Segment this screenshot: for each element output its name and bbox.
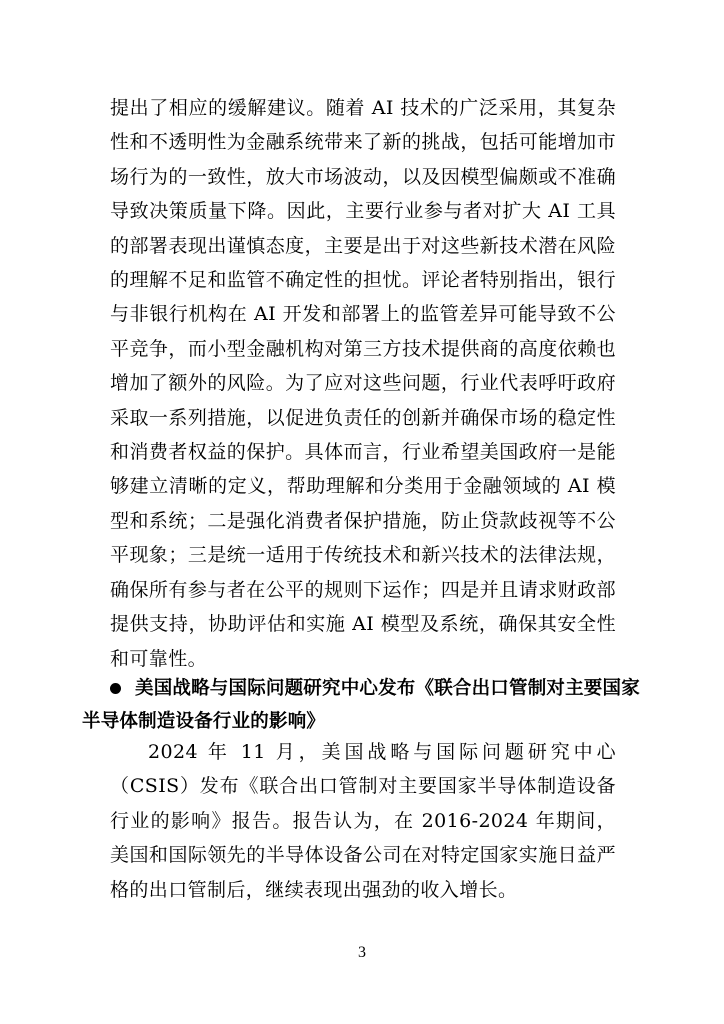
page-number: 3 xyxy=(358,944,366,961)
intro-paragraph: 提出了相应的缓解建议。随着 AI 技术的广泛采用，其复杂性和不透明性为金融系统带来了新的挑战，包括可能增加市场行为的一致性，放大市场波动，以及因模型偏颇或不准确导致决策质量下降。因此，主要行业参与者对扩大 AI 工具的部署表现出谨慎态度，主要是出于对这些新技术潜在风险的理解不足和监管不确定性的担忧。评论者特别指出，银行与非银行机构在 AI 开发和部署上的监管差异可能导致不公平竞争，而小型金融机构对第三方技术提供商的高度依赖也增加了额外的风险。为了应对这些问题，行业代表呼吁政府采取一系列措施，以促进负责任的创新并确保市场的稳定性和消费者权益的保护。具体而言，行业希望美国政府一是能够建立清晰的定义，帮助理解和分类用于金融领域的 AI 模型和系统；二是强化消费者保护措施，防止贷款歧视等不公平现象；三是统一适用于传统技术和新兴技术的法律法规，确保所有参与者在公平的规则下运作；四是并且请求财政部提供支持，协助评估和实施 AI 模型及系统，确保其安全性和可靠性。 xyxy=(110,97,616,670)
body-paragraph: 2024 年 11 月，美国战略与国际问题研究中心（CSIS）发布《联合出口管制对主要国家半导体制造设备行业的影响》报告。报告认为，在 2016-2024 年期间，美国和国际领先的半导体设备公司在对特定国家实施日益严格的出口管制后，继续表现出强劲的收入增长。 xyxy=(110,741,616,901)
bullet-icon xyxy=(110,683,121,694)
section-heading-text: 美国战略与国际问题研究中心发布《联合出口管制对主要国家半导体制造设备行业的影响》 xyxy=(82,678,640,732)
section-heading xyxy=(82,672,642,738)
